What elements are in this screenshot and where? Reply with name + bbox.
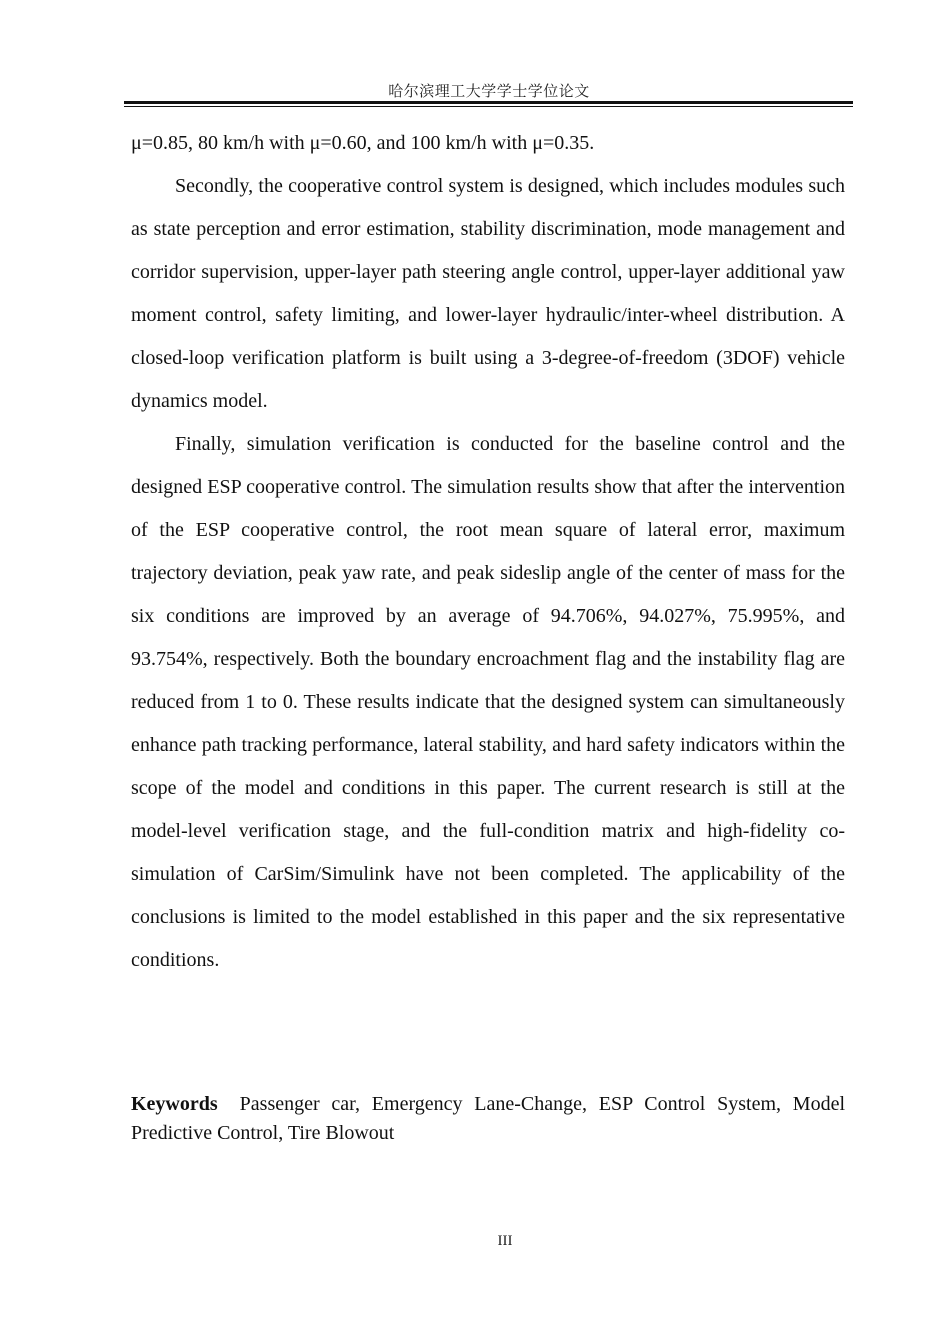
keywords-label: Keywords — [131, 1093, 218, 1115]
header-rule-thick — [124, 101, 853, 104]
running-header: 哈尔滨理工大学学士学位论文 — [388, 84, 590, 100]
keywords-block — [131, 1090, 845, 1148]
header-rule-thin — [124, 106, 853, 107]
paragraph-finally: Finally, simulation verification is conducted for the baseline control and the designed ESP cooperative control. The simulation results show that after the intervention of the ESP cooperative control, the root mean square of lateral error, maximum trajectory deviation, peak yaw rate, and peak sideslip angle of the center of mass for the six conditions are improved by an average of 94.706%, 94.027%, 75.995%, and 93.754%, respectively. Both the boundary encroachment flag and the instability flag are reduced from 1 to 0. These results indicate that the designed system can simultaneously enhance path tracking performance, lateral stability, and hard safety indicators within the scope of the model and conditions in this paper. The current research is still at the model-level verification stage, and the full-condition matrix and high-fidelity co-simulation of CarSim/Simulink have not been completed. The applicability of the conclusions is limited to the model established in this paper and the six representative conditions. — [131, 433, 845, 971]
keywords-text: Passenger car, Emergency Lane-Change, ESP Control System, Model Predictive Control, Tire Blowout — [131, 1093, 845, 1144]
page-number: III — [497, 1233, 513, 1249]
paragraph-continuation: μ=0.85, 80 km/h with μ=0.60, and 100 km/h with μ=0.35. — [131, 132, 595, 154]
abstract-body — [131, 122, 845, 982]
paragraph-secondly: Secondly, the cooperative control system is designed, which includes modules such as state perception and error estimation, stability discrimination, mode management and corridor supervision, upper-layer path steering angle control, upper-layer additional yaw moment control, safety limiting, and lower-layer hydraulic/inter-wheel distribution. A closed-loop verification platform is built using a 3-degree-of-freedom (3DOF) vehicle dynamics model. — [131, 175, 845, 412]
